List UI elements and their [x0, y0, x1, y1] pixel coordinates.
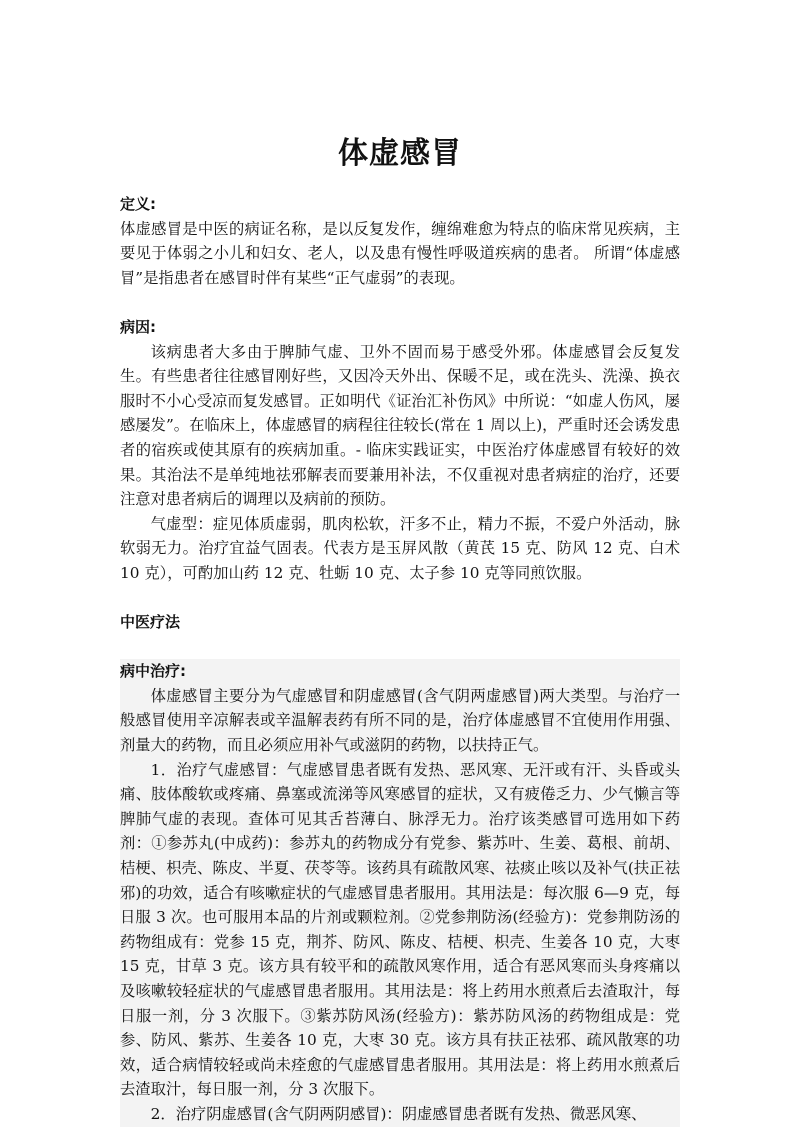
page-title: 体虚感冒 — [338, 136, 462, 171]
spacer — [120, 635, 680, 660]
tcm-treatment-block — [120, 659, 680, 1126]
treatment-paragraph-3: 2．治疗阴虚感冒(含气阴两阴感冒)：阴虚感冒患者既有发热、微恶风寒、 — [150, 1104, 647, 1123]
treatment-paragraph-1: 体虚感冒主要分为气虚感冒和阴虚感冒(含气阴两虚感冒)两大类型。与治疗一般感冒使用辛凉解表或辛温解表药有所不同的是，治疗体虚感冒不宜使用作用强、剂量大的药物，而且必须应用补气或滋阴的药物，以扶持正气。 — [120, 686, 680, 755]
tcm-heading: 中医疗法 — [120, 613, 181, 632]
document-body — [120, 192, 680, 1127]
spacer — [120, 290, 680, 315]
treatment-paragraph-2: 1．治疗气虚感冒：气虚感冒患者既有发热、恶风寒、无汗或有汗、头昏或头痛、肢体酸软或疼痛、鼻塞或流涕等风寒感冒的症状，又有疲倦乏力、少气懒言等脾肺气虚的表现。查体可见其舌苔薄白、脉浮无力。治疗该类感冒可选用如下药剂：①参苏丸(中成药)：参苏丸的药物成分有党参、紫苏叶、生姜、葛根、前胡、桔梗、枳壳、陈皮、半夏、茯苓等。该药具有疏散风寒、祛痰止咳以及补气(扶正祛邪)的功效，适合有咳嗽症状的气虚感冒患者服用。其用法是：每次服 6—9 克，每日服 3 次。也可服用本品的片剂或颗粒剂。②党参荆防汤(经验方)：党参荆防汤的药物组成有：党参 15 克，荆芥、防风、陈皮、桔梗、枳壳、生姜各 10 克，大枣 15 克，甘草 3 克。该方具有较平和的疏散风寒作用，适合有恶风寒而头身疼痛以及咳嗽较轻症状的气虚感冒患者服用。其用法是：将上药用水煎煮后去渣取汁，每日服一剂，分 3 次服下。③紫苏防风汤(经验方)：紫苏防风汤的药物组成是：党参、防风、紫苏、生姜各 10 克，大枣 30 克。该方具有扶正祛邪、疏风散寒的功效，适合病情较轻或尚未痊愈的气虚感冒患者服用。其用法是：将上药用水煎煮后去渣取汁，每日服一剂，分 3 次服下。 — [120, 760, 680, 1099]
cause-paragraph-2: 气虚型：症见体质虚弱，肌肉松软，汗多不止，精力不振，不爱户外活动，脉软弱无力。治疗宜益气固表。代表方是玉屏风散（黄芪 15 克、防风 12 克、白术 10 克），可酌加山药 12 克、牡蛎 10 克、太子参 10 克等同煎饮服。 — [120, 514, 680, 582]
cause-heading: 病因: — [120, 317, 156, 336]
spacer — [120, 586, 680, 611]
definition-heading: 定义: — [120, 195, 156, 213]
cause-paragraph-1: 该病患者大多由于脾肺气虚、卫外不固而易于感受外邪。体虚感冒会反复发生。有些患者往往感冒刚好些，又因冷天外出、保暖不足，或在洗头、洗澡、换衣服时不小心受凉而复发感冒。正如明代《证治汇补伤风》中所说：“如虚人伤风，屡感屡发”。在临床上，体虚感冒的病程往往较长(常在 1 周以上)，严重时还会诱发患者的宿疾或使其原有的疾病加重。- 临床实践证实，中医治疗体虚感冒有较好的效果。其治法不是单纯地祛邪解表而要兼用补法，不仅重视对患者病症的治疗，还要注意对患者病后的调理以及病前的预防。 — [120, 342, 680, 509]
definition-text: 体虚感冒是中医的病证名称，是以反复发作，缠绵难愈为特点的临床常见疾病，主要见于体弱之小儿和妇女、老人，以及患有慢性呼吸道疾病的患者。 所谓“体虚感冒”是指患者在感冒时伴有某些“正气虚弱”的表现。 — [120, 219, 680, 287]
treatment-subheading: 病中治疗: — [120, 662, 186, 681]
